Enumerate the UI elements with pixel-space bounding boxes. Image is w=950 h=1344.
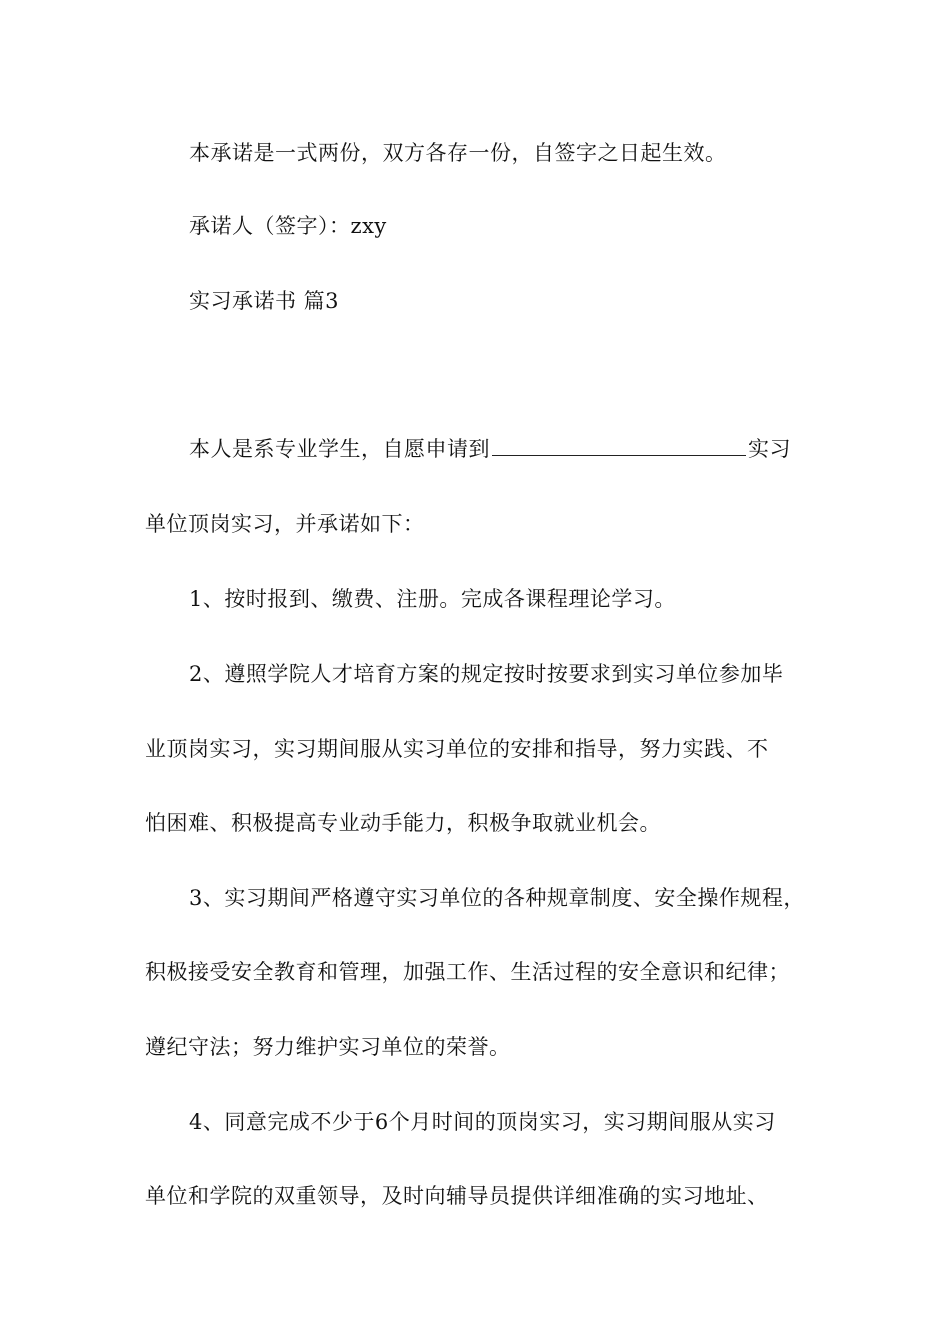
item-3-line-2 — [145, 957, 815, 987]
item-4-line-2-text: 单位和学院的双重领导，及时向辅导员提供详细准确的实习地址、 — [145, 1184, 769, 1208]
item-4-line-2 — [145, 1181, 815, 1211]
item-1-text: 1、按时报到、缴费、注册。完成各课程理论学习。 — [189, 587, 676, 611]
intro-line-2-text: 单位顶岗实习，并承诺如下： — [145, 512, 425, 536]
item-2-line-3 — [145, 808, 815, 838]
section-title-text: 实习承诺书 篇3 — [189, 289, 340, 313]
intro-line-2 — [145, 509, 815, 539]
item-3-line-1-text: 3、实习期间严格遵守实习单位的各种规章制度、安全操作规程， — [189, 886, 805, 910]
internship-unit-blank — [492, 437, 746, 456]
item-3-line-1 — [189, 883, 859, 913]
section-title — [189, 286, 859, 316]
item-2-line-2-text: 业顶岗实习，实习期间服从实习单位的安排和指导，努力实践、不 — [145, 737, 769, 761]
item-2-line-1-text: 2、遵照学院人才培育方案的规定按时按要求到实习单位参加毕 — [189, 662, 784, 686]
item-3-line-3-text: 遵纪守法；努力维护实习单位的荣誉。 — [145, 1035, 511, 1059]
intro-text-part-1: 本人是系专业学生，自愿申请到 — [189, 437, 490, 461]
item-4-line-1-text: 4、同意完成不少于6个月时间的顶岗实习，实习期间服从实习 — [189, 1110, 776, 1134]
item-3-line-2-text: 积极接受安全教育和管理，加强工作、生活过程的安全意识和纪律； — [145, 960, 790, 984]
effect-clause — [189, 138, 859, 168]
item-3-line-3 — [145, 1032, 815, 1062]
intro-text-part-2: 实习 — [748, 437, 791, 461]
effect-clause-text: 本承诺是一式两份，双方各存一份，自签字之日起生效。 — [189, 141, 727, 165]
signatory-line — [189, 211, 859, 241]
item-4-line-1 — [189, 1107, 859, 1137]
item-1 — [189, 584, 859, 614]
item-2-line-1 — [189, 659, 859, 689]
intro-line-1 — [189, 434, 859, 464]
item-2-line-3-text: 怕困难、积极提高专业动手能力，积极争取就业机会。 — [145, 811, 661, 835]
signatory-text: 承诺人（签字）：zxy — [189, 214, 387, 238]
item-2-line-2 — [145, 734, 815, 764]
